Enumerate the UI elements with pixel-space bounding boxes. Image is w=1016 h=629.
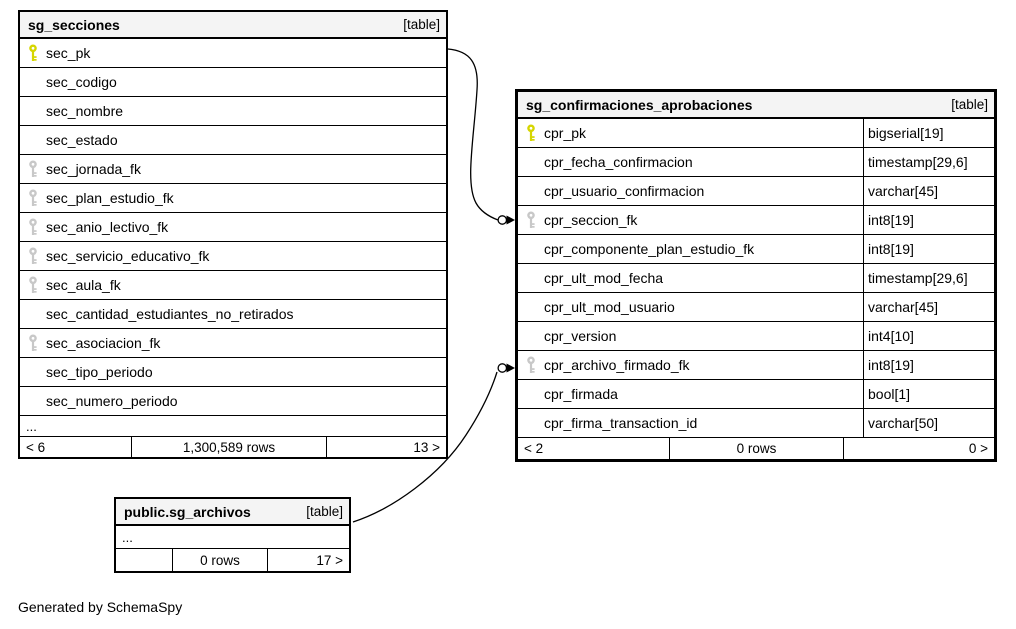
column-name: cpr_firmada — [544, 386, 618, 402]
column-type: varchar[45] — [863, 293, 994, 321]
footer-page-right: 17 > — [316, 552, 343, 568]
footer-page-left: < 2 — [524, 441, 544, 456]
table-footer — [116, 549, 349, 571]
column-type: varchar[50] — [863, 409, 994, 437]
column-name: cpr_componente_plan_estudio_fk — [544, 241, 755, 257]
column-row — [518, 264, 994, 293]
column-row — [20, 126, 446, 155]
column-name: sec_numero_periodo — [46, 393, 178, 409]
column-row-main — [518, 322, 863, 350]
column-row — [20, 213, 446, 242]
column-row — [518, 351, 994, 380]
primary-key-icon — [28, 44, 41, 62]
footer-row-count: 0 rows — [172, 549, 268, 571]
column-row-main — [20, 387, 446, 415]
table-header — [518, 92, 994, 119]
table-footer — [20, 437, 446, 457]
column-row-main — [20, 329, 446, 357]
column-row — [20, 300, 446, 329]
column-name: sec_asociacion_fk — [46, 335, 161, 351]
footer-row-count: 0 rows — [669, 438, 844, 459]
column-row — [518, 119, 994, 148]
column-row-main — [518, 351, 863, 379]
column-type: bool[1] — [863, 380, 994, 408]
column-row-main — [20, 213, 446, 241]
column-row — [20, 68, 446, 97]
column-row — [20, 97, 446, 126]
footer-page-left: < 6 — [26, 439, 46, 455]
column-type: varchar[45] — [863, 177, 994, 205]
column-row-main — [20, 68, 446, 96]
table-footer — [518, 438, 994, 459]
column-name: cpr_usuario_confirmacion — [544, 183, 705, 199]
column-row-main — [518, 206, 863, 234]
column-row-main — [518, 293, 863, 321]
foreign-key-icon — [28, 218, 41, 236]
table-type-label: [table] — [951, 97, 988, 112]
column-row — [518, 293, 994, 322]
truncated-columns-row: ... — [116, 526, 349, 549]
footer-row-count: 1,300,589 rows — [131, 437, 327, 457]
relationship-line-sec-pk-to-cpr-seccion-fk — [448, 49, 498, 220]
column-name: cpr_seccion_fk — [544, 212, 638, 228]
column-type: int8[19] — [863, 235, 994, 263]
column-name: sec_codigo — [46, 74, 117, 90]
column-row-main — [20, 300, 446, 328]
footer-page-right: 13 > — [413, 439, 440, 455]
column-row-main — [20, 242, 446, 270]
table-sg-confirmaciones-aprobaciones — [515, 89, 997, 462]
table-type-label: [table] — [403, 17, 440, 32]
column-name: sec_aula_fk — [46, 277, 121, 293]
column-row — [20, 358, 446, 387]
column-row-main — [518, 380, 863, 408]
foreign-key-icon — [28, 334, 41, 352]
column-row — [518, 206, 994, 235]
foreign-key-icon — [28, 276, 41, 294]
generated-by-label: Generated by SchemaSpy — [18, 599, 183, 615]
column-row-main — [20, 126, 446, 154]
column-name: cpr_version — [544, 328, 617, 344]
column-row — [518, 409, 994, 438]
column-name: sec_jornada_fk — [46, 161, 141, 177]
column-row-main — [518, 148, 863, 176]
column-name: sec_tipo_periodo — [46, 364, 153, 380]
footer-page-left — [116, 549, 172, 571]
column-row — [518, 380, 994, 409]
column-type: timestamp[29,6] — [863, 264, 994, 292]
column-row-main — [20, 39, 446, 67]
column-row-main — [518, 409, 863, 437]
arrowhead — [507, 364, 516, 373]
foreign-key-icon — [28, 247, 41, 265]
column-row-main — [20, 184, 446, 212]
primary-key-icon — [526, 124, 539, 142]
column-name: sec_servicio_educativo_fk — [46, 248, 210, 264]
column-row — [518, 235, 994, 264]
column-name: sec_pk — [46, 45, 91, 61]
column-name: cpr_archivo_firmado_fk — [544, 357, 690, 373]
column-row — [20, 329, 446, 358]
table-name[interactable]: public.sg_archivos — [124, 503, 251, 520]
foreign-key-icon — [526, 356, 539, 374]
column-type: bigserial[19] — [863, 119, 994, 147]
table-sg-secciones — [18, 10, 448, 459]
column-row — [518, 148, 994, 177]
table-header — [20, 12, 446, 39]
column-name: sec_nombre — [46, 103, 124, 119]
foreign-key-icon — [28, 189, 41, 207]
column-name: cpr_pk — [544, 125, 587, 141]
column-name: cpr_firma_transaction_id — [544, 415, 698, 431]
column-row-main — [20, 97, 446, 125]
column-type: timestamp[29,6] — [863, 148, 994, 176]
column-name: sec_plan_estudio_fk — [46, 190, 174, 206]
column-name: sec_anio_lectivo_fk — [46, 219, 169, 235]
column-row-main — [518, 264, 863, 292]
column-type: int4[10] — [863, 322, 994, 350]
foreign-key-icon — [526, 211, 539, 229]
column-row — [20, 242, 446, 271]
column-type: int8[19] — [863, 206, 994, 234]
column-row-main — [518, 119, 863, 147]
foreign-key-icon — [28, 160, 41, 178]
table-public-sg-archivos — [114, 497, 351, 573]
truncated-columns-row: ... — [20, 416, 446, 437]
column-row-main — [20, 155, 446, 183]
column-row-main — [20, 358, 446, 386]
column-type: int8[19] — [863, 351, 994, 379]
column-row — [518, 177, 994, 206]
table-name[interactable]: sg_confirmaciones_aprobaciones — [526, 96, 753, 113]
column-row — [20, 271, 446, 300]
column-name: sec_cantidad_estudiantes_no_retirados — [46, 306, 294, 322]
arrowhead — [507, 216, 516, 225]
table-header — [116, 499, 349, 526]
column-row-main — [20, 271, 446, 299]
column-row — [20, 184, 446, 213]
column-row-main — [518, 177, 863, 205]
column-name: cpr_ult_mod_fecha — [544, 270, 664, 286]
column-name: sec_estado — [46, 132, 118, 148]
column-name: cpr_ult_mod_usuario — [544, 299, 675, 315]
column-name: cpr_fecha_confirmacion — [544, 154, 693, 170]
column-row-main — [518, 235, 863, 263]
cardinality-circle — [498, 364, 506, 372]
column-row — [518, 322, 994, 351]
cardinality-circle — [498, 216, 506, 224]
column-row — [20, 39, 446, 68]
table-name[interactable]: sg_secciones — [28, 16, 120, 33]
table-type-label: [table] — [306, 504, 343, 519]
column-row — [20, 155, 446, 184]
column-row — [20, 387, 446, 416]
footer-page-right: 0 > — [968, 441, 988, 456]
